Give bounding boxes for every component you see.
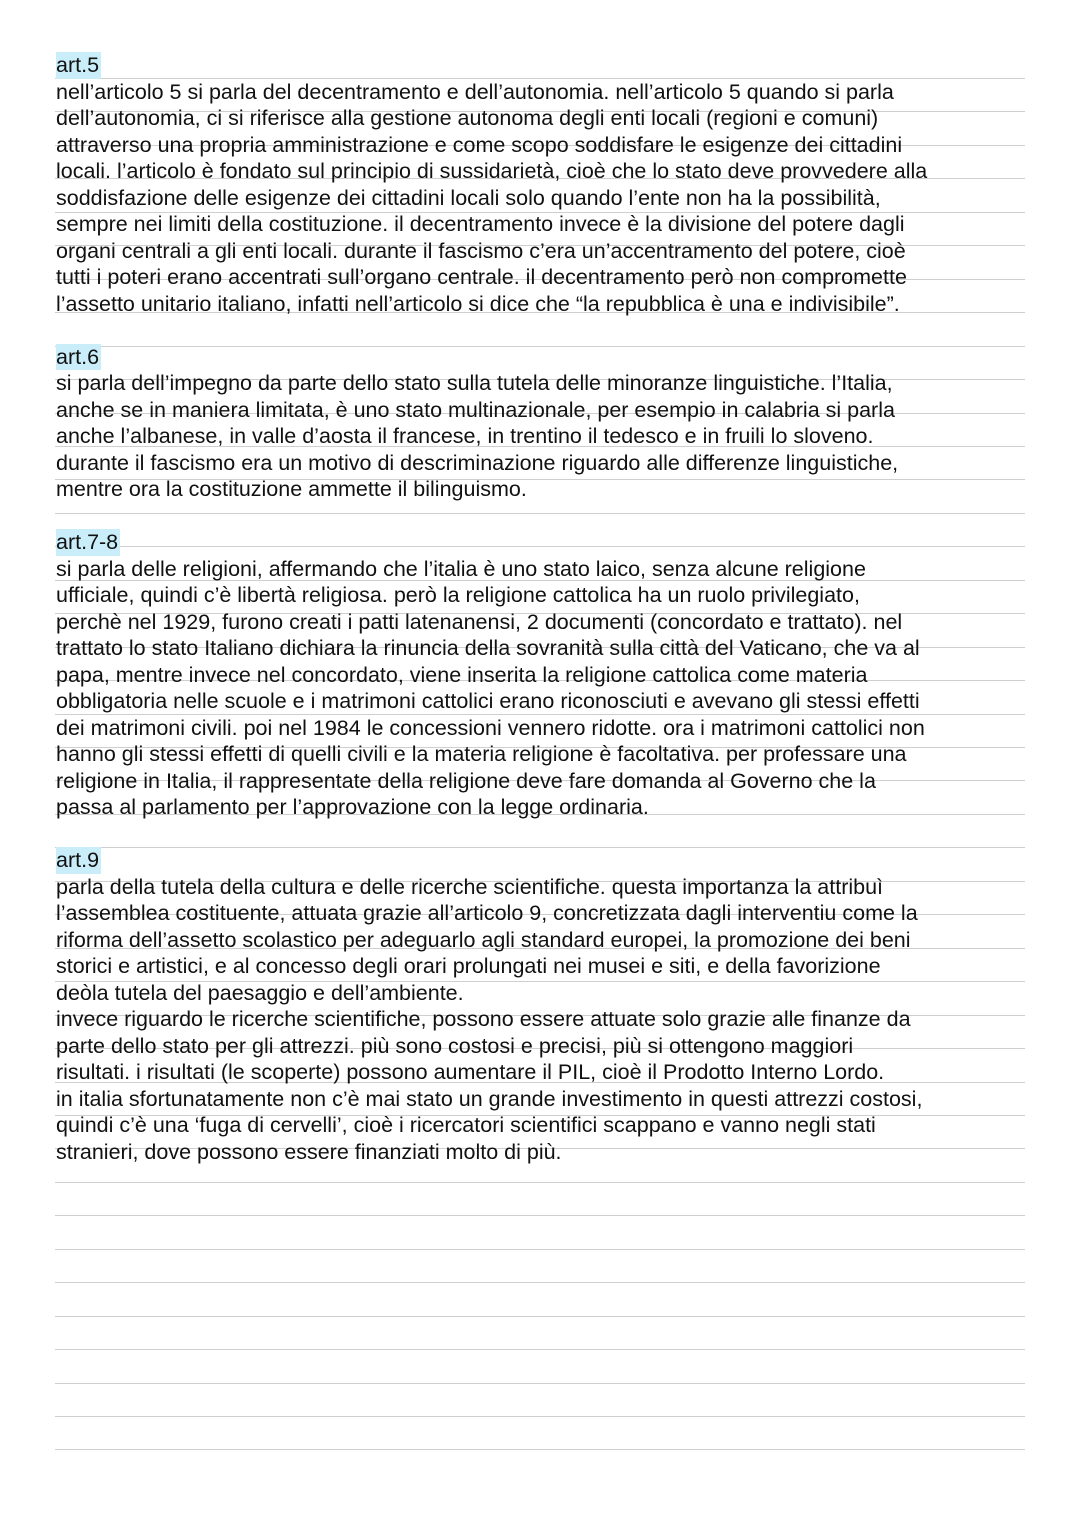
text-line: attraverso una propria amministrazione e come scopo soddisfare le esigenze dei cittadini xyxy=(56,132,903,157)
text-line: deòla tutela del paesaggio e dell’ambiente. xyxy=(56,980,464,1005)
text-line: papa, mentre invece nel concordato, viene inserita la religione cattolica come materia xyxy=(56,662,868,687)
text-line: dell’autonomia, ci si riferisce alla gestione autonoma degli enti locali (regioni e comuni) xyxy=(56,106,879,130)
ruled-line xyxy=(55,1449,1025,1450)
text-line: passa al parlamento per l’approvazione con la legge ordinaria. xyxy=(56,795,649,819)
text-line: anche l’albanese, in valle d’aosta il francese, in trentino il tedesco e in fruili lo sloveno. xyxy=(56,424,874,448)
section-art-6 xyxy=(56,344,1046,503)
text-line: anche se in maniera limitata, è uno stato multinazionale, per esempio in calabria si parla xyxy=(56,397,895,422)
text-line: nell’articolo 5 si parla del decentramento e dell’autonomia. nell’articolo 5 quando si parla xyxy=(56,79,894,104)
text-line: l’assemblea costituente, attuata grazie all’articolo 9, concretizzata dagli interventiu come la xyxy=(56,901,918,925)
text-line: stranieri, dove possono essere finanziati molto di più. xyxy=(56,1139,562,1164)
text-line: soddisfazione delle esigenze dei cittadini locali solo quando l’ente non ha la possibilità, xyxy=(56,185,881,210)
section-art-5 xyxy=(56,52,1046,317)
ruled-line xyxy=(55,1215,1025,1216)
section-art-7-8 xyxy=(56,529,1046,821)
section-art-9 xyxy=(56,847,1046,1165)
ruled-line xyxy=(55,1316,1025,1317)
section-heading: art.5 xyxy=(56,53,100,77)
ruled-line xyxy=(55,1249,1025,1250)
ruled-line xyxy=(55,1383,1025,1384)
text-line: riforma dell’assetto scolastico per adeguarlo agli standard europei, la promozione dei beni xyxy=(56,927,911,952)
text-line: obbligatoria nelle scuole e i matrimoni cattolici erano riconosciuti e avevano gli stessi effetti xyxy=(56,689,920,713)
text-line: ufficiale, quindi c’è libertà religiosa. però la religione cattolica ha un ruolo privilegiato, xyxy=(56,583,860,607)
text-line: invece riguardo le ricerche scientifiche, possono essere attuate solo grazie alle finanze da xyxy=(56,1007,911,1031)
text-line: organi centrali a gli enti locali. durante il fascismo c’era un’accentramento del potere, cioè xyxy=(56,238,906,263)
notes-page xyxy=(56,52,1046,1192)
text-line: perchè nel 1929, furono creati i patti latenanensi, 2 documenti (concordato e trattato). nel xyxy=(56,609,903,634)
text-line: sempre nei limiti della costituzione. il decentramento invece è la divisione del potere dagli xyxy=(56,212,905,236)
text-line: risultati. i risultati (le scoperte) possono aumentare il PIL, cioè il Prodotto Interno Lordo. xyxy=(56,1060,885,1084)
ruled-line xyxy=(55,1416,1025,1417)
text-line: quindi c’è una ‘fuga di cervelli’, cioè i ricercatori scientifici scappano e vanno negli stati xyxy=(56,1113,876,1137)
text-line: mentre ora la costituzione ammette il bilinguismo. xyxy=(56,477,527,501)
text-line: storici e artistici, e al concesso degli orari prolungati nei musei e siti, e della favorizione xyxy=(56,954,881,978)
text-line: dei matrimoni civili. poi nel 1984 le concessioni vennero ridotte. ora i matrimoni cattolici non xyxy=(56,715,925,740)
text-line: durante il fascismo era un motivo di descriminazione riguardo alle differenze linguistiche, xyxy=(56,450,899,475)
ruled-line xyxy=(55,1282,1025,1283)
text-line: religione in Italia, il rappresentate della religione deve fare domanda al Governo che la xyxy=(56,768,876,793)
text-line: l’assetto unitario italiano, infatti nell’articolo si dice che “la repubblica è una e indivisibile”. xyxy=(56,291,900,316)
text-line: trattato lo stato Italiano dichiara la rinuncia della sovranità sulla città del Vaticano, che va al xyxy=(56,636,920,660)
text-line: si parla dell’impegno da parte dello stato sulla tutela delle minoranze linguistiche. l’Italia, xyxy=(56,371,893,395)
text-line: hanno gli stessi effetti di quelli civili e la materia religione è facoltativa. per professare una xyxy=(56,742,907,766)
section-heading: art.7-8 xyxy=(56,530,119,554)
ruled-line xyxy=(55,1349,1025,1350)
text-line: si parla delle religioni, affermando che l’italia è uno stato laico, senza alcune religione xyxy=(56,556,866,581)
section-heading: art.9 xyxy=(56,848,100,872)
section-heading: art.6 xyxy=(56,344,100,369)
text-line: parte dello stato per gli attrezzi. più sono costosi e precisi, più si ottengono maggiori xyxy=(56,1033,854,1058)
text-line: parla della tutela della cultura e delle ricerche scientifiche. questa importanza la attribuì xyxy=(56,874,884,899)
text-line: tutti i poteri erano accentrati sull’organo centrale. il decentramento però non compromette xyxy=(56,265,907,289)
text-line: locali. l’articolo è fondato sul principio di sussidarietà, cioè che lo stato deve provvedere alla xyxy=(56,159,928,183)
text-line: in italia sfortunatamente non c’è mai stato un grande investimento in questi attrezzi costosi, xyxy=(56,1086,923,1111)
